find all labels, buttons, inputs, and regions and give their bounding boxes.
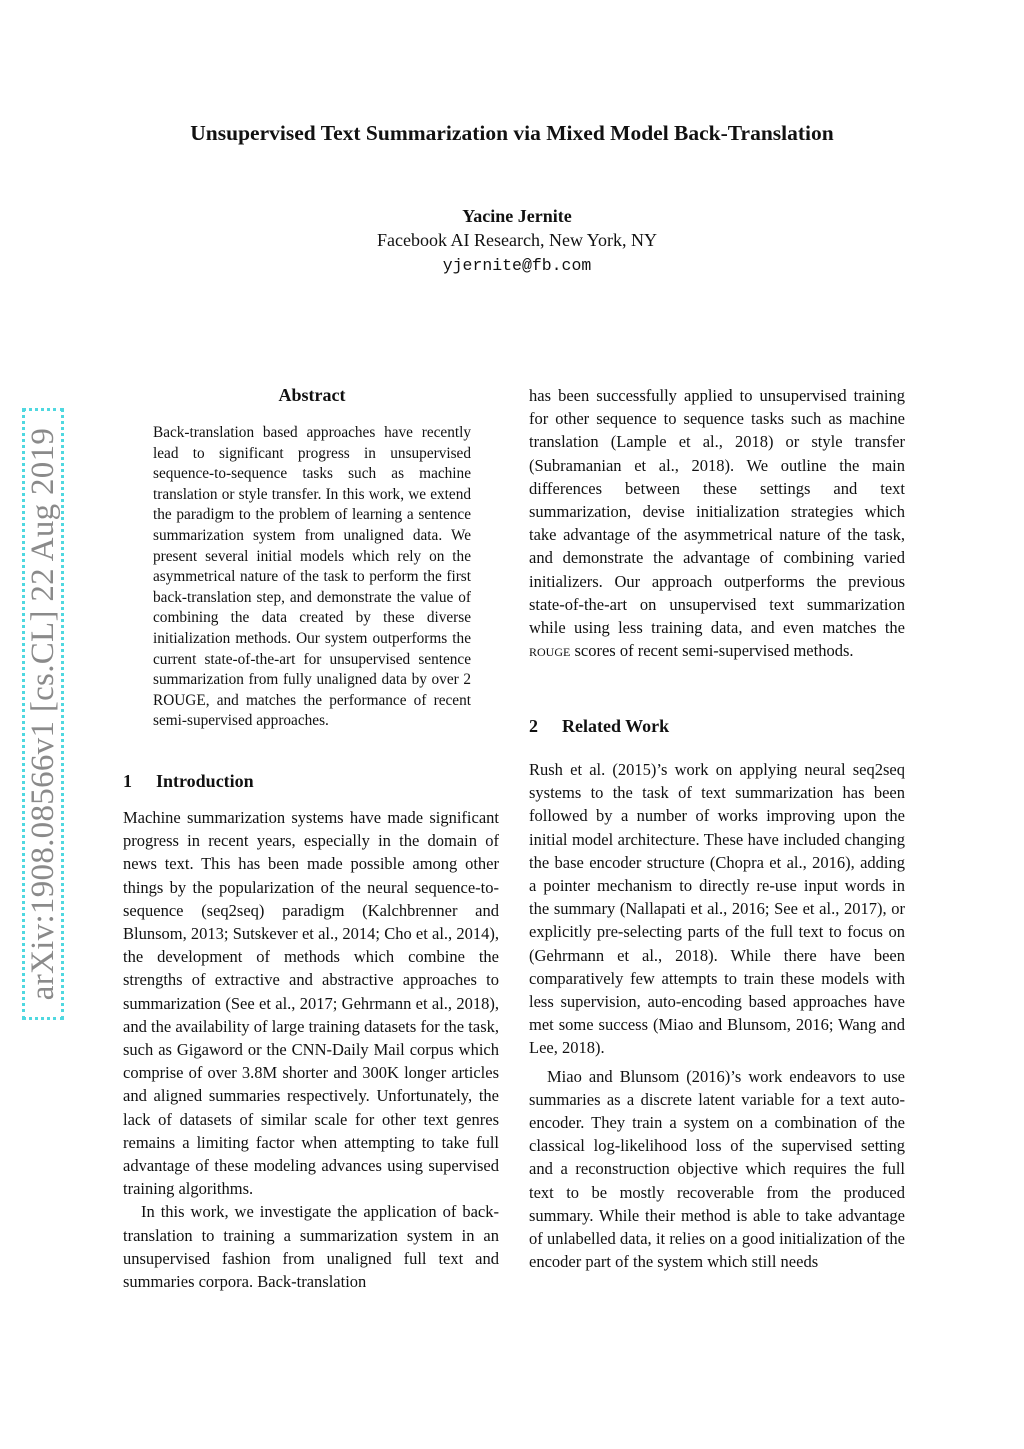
section-title: Related Work <box>562 716 670 736</box>
introduction-continuation <box>529 384 905 662</box>
author-affiliation: Facebook AI Research, New York, NY <box>377 230 657 250</box>
author-email[interactable]: yjernite@fb.com <box>442 256 592 275</box>
section-title: Introduction <box>156 771 254 791</box>
paragraph-text: has been successfully applied to unsupervised training for other sequence to sequence tasks such as machine translation (Lample et al., 2018) or style transfer (Subramanian et al., 2018). We outline the main differences between these settings and text summarization, devise initialization strategies which take advantage of the asymmetrical nature of the task, and demonstrate the advantage of combining varied initializers. Our approach outperforms the previous state-of-the-art on unsupervised text summarization while using less training data, and even matches the <box>529 386 905 638</box>
arxiv-identifier[interactable]: arXiv:1908.08566v1 [cs.CL] 22 Aug 2019 <box>25 427 61 1001</box>
paragraph <box>529 384 905 662</box>
section-heading-related-work <box>529 714 669 738</box>
introduction-body <box>123 806 499 1293</box>
abstract-heading: Abstract <box>278 385 346 405</box>
paragraph: Rush et al. (2015)’s work on applying neural seq2seq systems to the task of text summarization has been followed by a number of works improving upon the initial model architecture. These have included changing the base encoder structure (Chopra et al., 2016), adding a pointer mechanism to directly re-use input words in the summary (Nallapati et al., 2016; See et al., 2017), or explicitly pre-selecting parts of the full text to focus on (Gehrmann et al., 2018). While there have been comparatively few attempts to train these models with less supervision, auto-encoding based approaches have met some success (Miao and Blunsom, 2016; Wang and Lee, 2018). <box>529 760 905 1058</box>
abstract-text: Back-translation based approaches have recently lead to significant progress in unsupervised sequence-to-sequence tasks such as machine translation or style transfer. In this work, we extend the paradigm to the problem of learning a sentence summarization system from unaligned data. We present several initial models which rely on the asymmetrical nature of the task to perform the first back-translation step, and demonstrate the value of combining the data created by these diverse initialization methods. Our system outperforms the current state-of-the-art for unsupervised sentence summarization from fully unaligned data by over 2 ROUGE, and matches the performance of recent semi-supervised approaches. <box>153 424 471 730</box>
paragraph: Machine summarization systems have made significant progress in recent years, especially in the domain of news text. This has been made possible among other things by the popularization of the neural sequence-to-sequence (seq2seq) paradigm (Kalchbrenner and Blunsom, 2013; Sutskever et al., 2014; Cho et al., 2014), the development of methods which combine the strengths of extractive and abstractive approaches to summarization (See et al., 2017; Gehrmann et al., 2018), and the availability of large training datasets for the task, such as Gigaword or the CNN-Daily Mail corpus which comprise of over 3.8M shorter and 300K longer articles and aligned summaries respectively. Unfortunately, the lack of datasets of similar scale for other text genres remains a limiting factor when attempting to take full advantage of these modeling advances using supervised training algorithms. <box>123 808 499 1199</box>
rouge-term: rouge <box>529 641 571 661</box>
related-work-body <box>529 758 905 1273</box>
paragraph-text: scores of recent semi-supervised methods. <box>574 641 854 661</box>
section-heading-introduction <box>123 769 254 793</box>
section-number: 2 <box>529 716 538 736</box>
author-name: Yacine Jernite <box>462 206 572 226</box>
section-number: 1 <box>123 771 132 791</box>
paragraph: Miao and Blunsom (2016)’s work endeavors to use summaries as a discrete latent variable for a text auto-encoder. They train a system on a combination of the classical log-likelihood loss of the supervised setting and a reconstruction objective which requires the full text to be mostly recoverable from the produced summary. While their method is able to take advantage of unlabelled data, it relies on a good initialization of the encoder part of the system which still needs <box>529 1066 905 1272</box>
paragraph: In this work, we investigate the application of back-translation to training a summarization system in an unsupervised fashion from unaligned full text and summaries corpora. Back-translation <box>123 1202 499 1292</box>
paper-title: Unsupervised Text Summarization via Mixed Model Back-Translation <box>190 121 834 145</box>
